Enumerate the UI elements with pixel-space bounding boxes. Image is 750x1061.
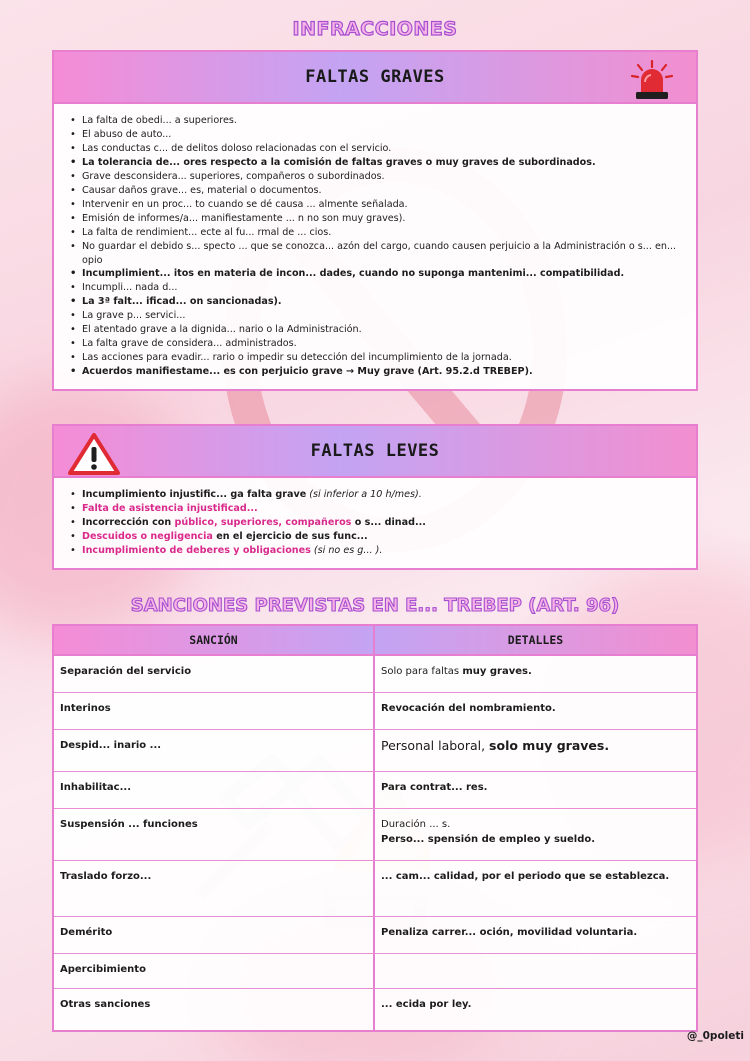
- siren-icon: [630, 60, 674, 100]
- sancion-cell: Otras sanciones: [54, 989, 375, 1030]
- detalle-text: Duración ... s.: [381, 819, 451, 830]
- detalle-text: Solo para faltas: [381, 666, 463, 677]
- detalle-cell: [375, 656, 696, 692]
- table-row: [54, 772, 696, 809]
- sanciones-table: [52, 624, 698, 1032]
- detalle-text: ... ecida por ley.: [381, 999, 472, 1010]
- list-item: • Emisión de informes/a... manifiestamente ... n no son muy graves).: [68, 212, 684, 226]
- sancion-cell: Separación del servicio: [54, 656, 375, 692]
- sancion-cell: Traslado forzo...: [54, 861, 375, 916]
- detalle-cell: [375, 954, 696, 988]
- table-row: [54, 917, 696, 954]
- sancion-cell: Suspensión ... funciones: [54, 809, 375, 860]
- detalle-cell: [375, 861, 696, 916]
- list-item: [68, 544, 684, 558]
- item-main: Descuidos o negligencia: [82, 530, 213, 542]
- detalle-text: Personal laboral,: [381, 738, 490, 753]
- table-header: [54, 626, 696, 656]
- detalle-cell: [375, 730, 696, 771]
- table-row: [54, 730, 696, 772]
- list-item: [68, 530, 684, 544]
- table-row: [54, 809, 696, 861]
- detalle-text: Para contrat... res.: [381, 782, 488, 793]
- detalle-cell: [375, 989, 696, 1030]
- table-body: [54, 656, 696, 1030]
- table-row: [54, 693, 696, 730]
- detalle-strong: solo muy graves.: [489, 738, 610, 753]
- page-title: INFRACCIONES: [292, 18, 458, 40]
- table-row: [54, 954, 696, 989]
- sancion-cell: Demérito: [54, 917, 375, 953]
- detalle-text: Penaliza carrer... oción, movilidad voluntaria.: [381, 927, 638, 938]
- list-item: • La falta de rendimient... ecte al fu... rmal de ... cios.: [68, 226, 684, 240]
- list-item: • Grave desconsidera... superiores, compañeros o subordinados.: [68, 170, 684, 184]
- list-item: • Acuerdos manifiestame... es con perjuicio grave → Muy grave (Art. 95.2.d TREBEP).: [68, 365, 684, 379]
- item-main: Incumplimiento injustific... ga falta grave: [82, 489, 307, 500]
- sancion-cell: Despid... inario ...: [54, 730, 375, 771]
- item-tail: en el ejercicio de sus func...: [212, 530, 368, 542]
- detalle-cell: [375, 693, 696, 729]
- faltas-graves-heading: FALTAS GRAVES: [305, 67, 445, 87]
- list-item: • Las acciones para evadir... rario o impedir su detección del incumplimiento de la jornada.: [68, 351, 684, 365]
- detalle-cell: [375, 809, 696, 860]
- item-note: (si inferior a 10 h/mes).: [306, 489, 422, 500]
- faltas-leves-box: [52, 424, 698, 570]
- list-item: • Incumpli... nada d...: [68, 281, 684, 295]
- faltas-leves-list: [54, 478, 696, 568]
- sancion-cell: Inhabilitac...: [54, 772, 375, 808]
- item-highlight: público, superiores, compañeros: [174, 516, 352, 528]
- list-item: • Incumplimient... itos en materia de incon... dades, cuando no suponga mantenimi... compatibilidad.: [68, 267, 684, 281]
- item-main: Incorrección con: [82, 516, 175, 528]
- table-row: [54, 989, 696, 1030]
- list-item: • La 3ª falt... ificad... on sancionadas).: [68, 295, 684, 309]
- item-tail: o s... dinad...: [351, 516, 426, 528]
- list-item: [68, 502, 684, 516]
- faltas-leves-header: [54, 426, 696, 478]
- column-header-detalles: DETALLES: [507, 633, 564, 647]
- list-item: • La falta grave de considera... administrados.: [68, 337, 684, 351]
- list-item: • Las conductas c... de delitos doloso relacionadas con el servicio.: [68, 142, 684, 156]
- list-item: • Causar daños grave... es, material o documentos.: [68, 184, 684, 198]
- list-item: • El abuso de auto...: [68, 128, 684, 142]
- item-main: Falta de asistencia injustificad...: [82, 502, 258, 514]
- list-item: • Intervenir en un proc... to cuando se dé causa ... almente señalada.: [68, 198, 684, 212]
- sancion-cell: Interinos: [54, 693, 375, 729]
- item-note: (si no es g... ).: [310, 544, 383, 556]
- faltas-leves-heading: FALTAS LEVES: [310, 441, 440, 461]
- list-item: [68, 488, 684, 502]
- faltas-graves-list: [54, 104, 696, 389]
- detalle-text: Revocación del nombramiento.: [381, 703, 556, 714]
- warning-icon: [68, 432, 120, 476]
- detalle-cell: [375, 772, 696, 808]
- faltas-graves-box: [52, 50, 698, 391]
- item-main: Incumplimiento de deberes y obligaciones: [82, 544, 311, 556]
- sanciones-title: SANCIONES PREVISTAS EN E... TREBEP (ART. 96): [130, 595, 620, 616]
- list-item: • El atentado grave a la dignida... nario o la Administración.: [68, 323, 684, 337]
- list-item: • No guardar el debido s... specto ... que se conozca... azón del cargo, cuando causen perjuicio a la Administración o s... en... opio: [68, 240, 684, 268]
- detalle-cell: [375, 917, 696, 953]
- list-item: • La falta de obedi... a superiores.: [68, 114, 684, 128]
- list-item: • La tolerancia de... ores respecto a la comisión de faltas graves o muy graves de subordinados.: [68, 156, 684, 170]
- table-row: [54, 656, 696, 693]
- list-item: • La grave p... servici...: [68, 309, 684, 323]
- detalle-strong: muy graves.: [462, 666, 532, 677]
- detalle-text: ... cam... calidad, por el periodo que se establezca.: [381, 871, 670, 882]
- detalle-strong: Perso... spensión de empleo y sueldo.: [381, 834, 596, 845]
- faltas-graves-header: [54, 52, 696, 104]
- author-credit: @_0poleti: [686, 1030, 744, 1042]
- table-row: [54, 861, 696, 917]
- sancion-cell: Apercibimiento: [54, 954, 375, 988]
- list-item: [68, 516, 684, 530]
- column-header-sancion: SANCIÓN: [54, 626, 375, 654]
